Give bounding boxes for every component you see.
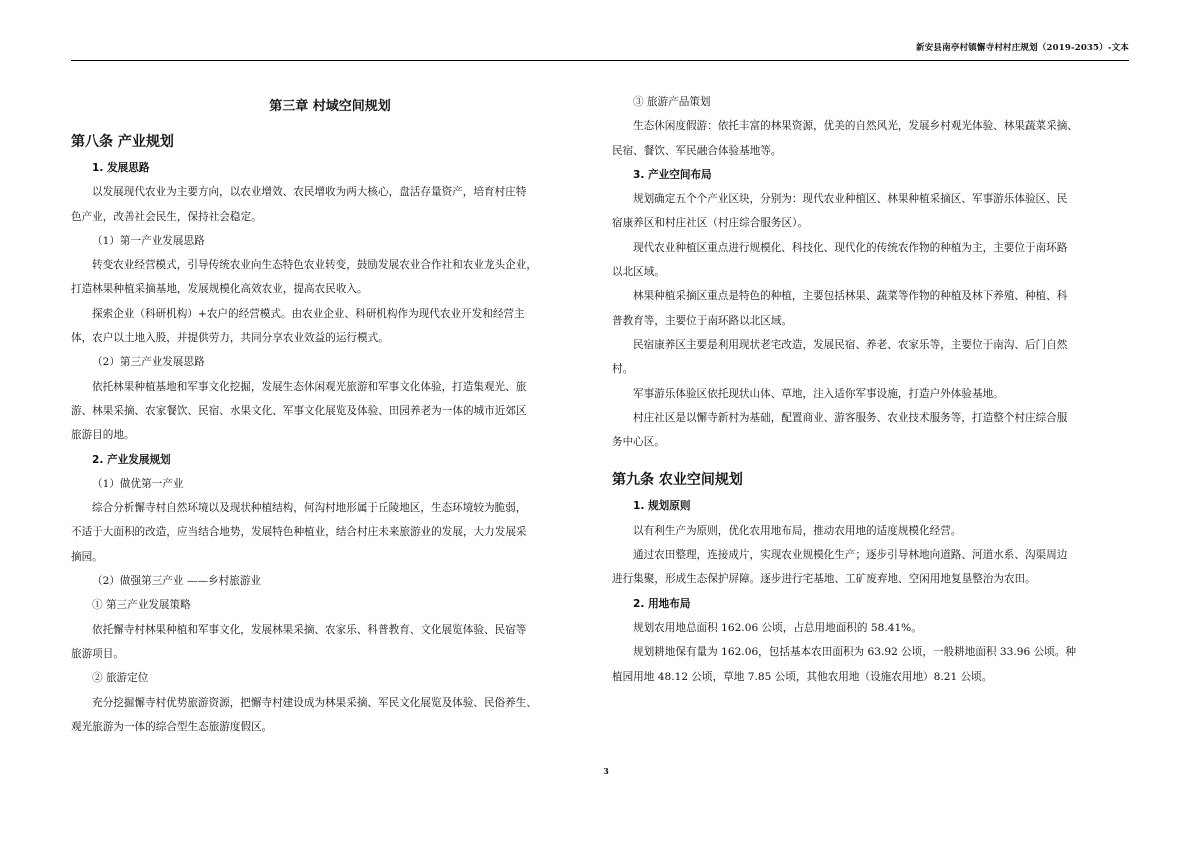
paragraph-line: 普教育等，主要位于南环路以北区域。 bbox=[612, 314, 793, 327]
paragraph-line: 依托林果种植基地和军事文化挖掘，发展生态休闲观光旅游和军事文化体验，打造集观光、旅 bbox=[92, 380, 527, 393]
paragraph-line: 色产业，改善社会民生，保持社会稳定。 bbox=[71, 210, 262, 223]
section-heading: 1. 发展思路 bbox=[92, 162, 150, 174]
paragraph-line: 探索企业（科研机构）+农户的经营模式。由农业企业、科研机构作为现代农业开发和经营主 bbox=[92, 307, 525, 320]
article-9-title: 第九条 农业空间规划 bbox=[612, 472, 743, 489]
paragraph-line: 旅游目的地。 bbox=[71, 429, 135, 442]
paragraph-line: 军事游乐体验区依托现状山体、草地，注入适你军事设施，打造户外体验基地。 bbox=[633, 387, 1004, 400]
paragraph-line: 村。 bbox=[612, 363, 634, 376]
list-item-heading: ③ 旅游产品策划 bbox=[633, 96, 711, 108]
paragraph-line: 充分挖掘懈寺村优势旅游资源，把懈寺村建设成为林果采摘、军民文化展览及体验、民俗养生、 bbox=[92, 696, 537, 709]
paragraph-line: 以有利生产为原则，优化农用地布局，推动农用地的适度规模化经营。 bbox=[633, 524, 962, 537]
subsection-heading: （2）做强第三产业 ——乡村旅游业 bbox=[92, 575, 262, 588]
chapter-title: 第三章 村域空间规划 bbox=[269, 99, 391, 114]
paragraph-line: 植园用地 48.12 公顷，草地 7.85 公顷，其他农用地（设施农用地）8.21 公顷。 bbox=[612, 670, 993, 683]
list-item-heading: ② 旅游定位 bbox=[92, 672, 149, 685]
left-column bbox=[71, 92, 589, 739]
right-column bbox=[612, 90, 1130, 689]
article-8-title: 第八条 产业规划 bbox=[71, 134, 174, 150]
paragraph-line: 通过农田整理，连接成片，实现农业规模化生产；逐步引导林地向道路、河道水系、沟渠周边 bbox=[633, 549, 1068, 562]
subsection-heading: （1）做优第一产业 bbox=[92, 477, 184, 490]
paragraph-line: 生态休闲度假游：依托丰富的林果资源，优美的自然风光，发展乡村观光体验、林果蔬菜采摘、 bbox=[633, 120, 1078, 133]
spacer bbox=[612, 454, 1130, 468]
list-item-heading: ① 第三产业发展策略 bbox=[92, 599, 191, 612]
paragraph-line: 现代农业种植区重点进行规模化、科技化、现代化的传统农作物的种植为主，主要位于南环路 bbox=[633, 241, 1068, 254]
section-heading: 2. 用地布局 bbox=[633, 597, 691, 610]
paragraph-line: 不适于大面积的改造，应当结合地势，发展特色种植业，结合村庄未来旅游业的发展，大力发展采 bbox=[71, 526, 527, 539]
paragraph-line: 游、林果采摘、农家餐饮、民宿、水果文化、军事文化展览及体验、田园养老为一体的城市近郊区 bbox=[71, 404, 527, 417]
paragraph-line: 综合分析懈寺村自然环境以及现状种植结构，何沟村地形属于丘陵地区，生态环境较为脆弱， bbox=[92, 502, 527, 515]
paragraph-line: 打造林果种植采摘基地，发展规模化高效农业，提高农民收入。 bbox=[71, 283, 368, 296]
paragraph-line: 规划农用地总面积 162.06 公顷，占总用地面积的 58.41%。 bbox=[633, 621, 922, 634]
page-number: 3 bbox=[603, 766, 609, 776]
paragraph-line: 进行集聚，形成生态保护屏障。逐步进行宅基地、工矿废弃地、空闲用地复垦整治为农田。 bbox=[612, 573, 1036, 586]
paragraph-line: 以北区域。 bbox=[612, 266, 665, 279]
paragraph-line: 民宿、餐饮、军民融合体验基地等。 bbox=[612, 144, 782, 157]
paragraph-line: 民宿康养区主要是利用现状老宅改造，发展民宿、养老、农家乐等，主要位于南沟、后门自然 bbox=[633, 338, 1068, 351]
section-heading: 3. 产业空间布局 bbox=[633, 168, 712, 181]
paragraph-line: 体，农户以土地入股，并提供劳力，共同分享农业效益的运行模式。 bbox=[71, 332, 389, 345]
paragraph-line: 旅游项目。 bbox=[71, 647, 124, 660]
paragraph-line: 务中心区。 bbox=[612, 436, 665, 449]
header-rule bbox=[71, 60, 1129, 61]
paragraph-line: 以发展现代农业为主要方向，以农业增效、农民增收为两大核心，盘活存量资产，培育村庄特 bbox=[92, 186, 527, 199]
subsection-heading: （2）第三产业发展思路 bbox=[92, 356, 205, 369]
paragraph-line: 林果种植采摘区重点是特色的种植，主要包括林果、蔬菜等作物的种植及林下养殖、种植、科 bbox=[633, 290, 1068, 303]
paragraph-line: 宿康养区和村庄社区（村庄综合服务区）。 bbox=[612, 217, 808, 230]
paragraph-line: 依托懈寺村林果种植和军事文化，发展林果采摘、农家乐、科普教育、文化展览体验、民宿等 bbox=[92, 623, 527, 636]
paragraph-line: 摘园。 bbox=[71, 550, 103, 563]
section-heading: 2. 产业发展规划 bbox=[92, 453, 171, 466]
paragraph-line: 规划耕地保有量为 162.06，包括基本农田面积为 63.92 公顷，一般耕地面积 33.96 公顷。种 bbox=[633, 646, 1076, 659]
paragraph-line: 转变农业经营模式，引导传统农业向生态特色农业转变，鼓励发展农业合作社和农业龙头企业， bbox=[92, 259, 537, 272]
section-heading: 1. 规划原则 bbox=[633, 500, 691, 513]
paragraph-line: 观光旅游为一体的综合型生态旅游度假区。 bbox=[71, 720, 273, 733]
subsection-heading: （1）第一产业发展思路 bbox=[92, 234, 205, 247]
document-header-title: 新安县南亭村镇懈寺村村庄规划（2019-2035）-文本 bbox=[916, 43, 1129, 53]
paragraph-line: 村庄社区是以懈寺新村为基础，配置商业、游客服务、农业技术服务等，打造整个村庄综合服 bbox=[633, 411, 1068, 424]
paragraph-line: 规划确定五个个产业区块，分别为：现代农业种植区、林果种植采摘区、军事游乐体验区、民 bbox=[633, 193, 1068, 206]
